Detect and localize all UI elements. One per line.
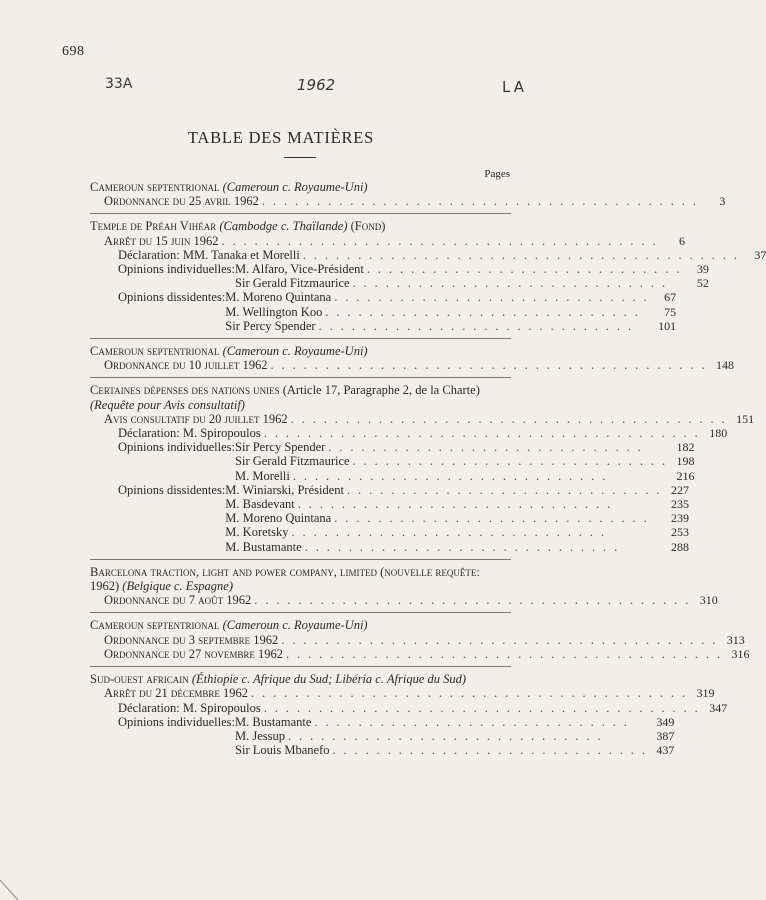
separate-opinions-group	[90, 714, 675, 758]
group-label: Opinions individuelles:	[118, 262, 236, 277]
case-title: Certaines dépenses des nations unies	[90, 383, 280, 398]
toc-entry[interactable]: Ordonnance du 3 septembre 1962 . . . . . . . . . . . . . . . . . . . . . . . . . . . . . . . . . . . . . . . . 313	[104, 632, 745, 647]
group-label: Opinions dissidentes:	[118, 290, 226, 305]
toc-entry[interactable]: Avis consultatif du 20 juillet 1962 . . . . . . . . . . . . . . . . . . . . . . . . . . . . . . . . . . . . . . . . 151	[104, 411, 755, 426]
case-parties: (Éthiopie c. Afrique du Sud; Libéria c. Afrique du Sud)	[191, 672, 467, 687]
toc-entry[interactable]: Ordonnance du 7 août 1962 . . . . . . . . . . . . . . . . . . . . . . . . . . . . . . . . . . . . . . . . 310	[104, 593, 718, 608]
page-ref: 180	[709, 426, 728, 441]
case-subtitle: (Article 17, Paragraphe 2, de la Charte)	[282, 383, 480, 398]
group-label: Opinions individuelles:	[118, 440, 236, 455]
opinion-entry[interactable]: M. Jessup . . . . . . . . . . . . . . . . . . . . . . . . . . . . . 387	[235, 728, 675, 743]
opinion-entry[interactable]: Sir Percy Spender . . . . . . . . . . . . . . . . . . . . . . . . . . . . . 101	[225, 318, 677, 333]
group-label: Opinions individuelles:	[118, 714, 236, 729]
case-title: Cameroun septentrional	[90, 180, 220, 194]
page-ref: 37	[754, 247, 766, 262]
opinion-entry[interactable]: M. Basdevant . . . . . . . . . . . . . . . . . . . . . . . . . . . . . 235	[225, 497, 689, 512]
opinion-entry[interactable]: Sir Gerald Fitzmaurice . . . . . . . . . . . . . . . . . . . . . . . . . . . . . 198	[235, 454, 695, 469]
toc-section	[90, 377, 755, 554]
page-ref: 319	[696, 686, 715, 701]
handwritten-note-middle: 1962	[297, 76, 336, 94]
case-title: Cameroun septentrional	[90, 618, 220, 633]
opinion-entry[interactable]: M. Bustamante . . . . . . . . . . . . . . . . . . . . . . . . . . . . . 288	[225, 539, 689, 554]
case-request: (Requête pour Avis consultatif)	[90, 397, 245, 412]
case-title: Sud-ouest africain	[90, 672, 189, 687]
toc-section	[90, 612, 750, 661]
page-ref: 316	[731, 646, 750, 661]
opinion-entry[interactable]: M. Winiarski, Président . . . . . . . . . . . . . . . . . . . . . . . . . . . . . 227	[225, 482, 689, 497]
toc-section	[90, 666, 728, 758]
opinion-entry[interactable]: M. Alfaro, Vice-Président . . . . . . . . . . . . . . . . . . . . . . . . . . . . . 39	[235, 262, 709, 277]
toc-section	[90, 559, 718, 608]
title-rule	[284, 157, 316, 158]
case-parties: (Cameroun c. Royaume-Uni)	[222, 180, 368, 194]
case-title: Temple de Préah Vihéar	[90, 219, 217, 234]
page-ref: 313	[726, 632, 745, 647]
toc-section	[90, 180, 726, 209]
table-of-contents	[90, 180, 766, 758]
case-parties: (Cameroun c. Royaume-Uni)	[222, 344, 368, 359]
declaration-entry[interactable]: Déclaration: MM. Tanaka et Morelli . . . . . . . . . . . . . . . . . . . . . . . . . . . . . . . . . . . . . . . . 37	[118, 247, 766, 262]
case-parties: (Cambodge c. Thaïlande)	[219, 219, 348, 234]
page-ref: 347	[709, 700, 728, 715]
case-title: Cameroun septentrional	[90, 344, 220, 359]
toc-section	[90, 338, 735, 373]
opinion-entry[interactable]: M. Morelli . . . . . . . . . . . . . . . . . . . . . . . . . . . . . 216	[235, 468, 695, 483]
opinion-entry[interactable]: Sir Percy Spender . . . . . . . . . . . . . . . . . . . . . . . . . . . . . 182	[235, 440, 695, 455]
opinion-entry[interactable]: M. Wellington Koo . . . . . . . . . . . . . . . . . . . . . . . . . . . . . 75	[225, 304, 677, 319]
toc-entry[interactable]: Ordonnance du 27 novembre 1962 . . . . . . . . . . . . . . . . . . . . . . . . . . . . . . . . . . . . . . . . 316	[104, 646, 750, 661]
page-corner-fold	[0, 860, 40, 900]
toc-entry[interactable]: Ordonnance du 25 avril 1962 . . . . . . . . . . . . . . . . . . . . . . . . . . . . . . . . . . . . . . . . 3	[104, 194, 726, 209]
page-ref: 3	[719, 194, 726, 209]
page-number: 698	[62, 44, 85, 59]
handwritten-note-left: 33A	[105, 76, 133, 92]
toc-section	[90, 213, 766, 333]
opinion-entry[interactable]: M. Moreno Quintana . . . . . . . . . . . . . . . . . . . . . . . . . . . . . 67	[225, 290, 677, 305]
page-title: TABLE DES MATIÈRES	[187, 128, 375, 147]
group-label: Opinions dissidentes:	[118, 482, 226, 497]
dissenting-opinions-group	[90, 482, 689, 554]
separate-opinions-group	[90, 262, 709, 291]
handwritten-note-right: LA	[502, 78, 527, 96]
declaration-entry[interactable]: Déclaration: M. Spiropoulos . . . . . . . . . . . . . . . . . . . . . . . . . . . . . . . . . . . . . . . . 180	[118, 426, 728, 441]
case-title: Barcelona traction, light and power company, limited (nouvelle requête: 1962)	[90, 564, 480, 594]
pages-column-label: Pages	[484, 168, 510, 180]
opinion-entry[interactable]: M. Moreno Quintana . . . . . . . . . . . . . . . . . . . . . . . . . . . . . 239	[225, 511, 689, 526]
page-ref: 310	[699, 593, 718, 608]
page-ref: 6	[679, 233, 686, 248]
page-ref: 151	[736, 411, 755, 426]
dissenting-opinions-group	[90, 290, 677, 333]
opinion-entry[interactable]: Sir Gerald Fitzmaurice . . . . . . . . . . . . . . . . . . . . . . . . . . . . . 52	[235, 276, 709, 291]
toc-entry[interactable]: Arrêt du 15 juin 1962 . . . . . . . . . . . . . . . . . . . . . . . . . . . . . . . . . . . . . . . . 6	[104, 233, 686, 248]
case-parties: (Cameroun c. Royaume-Uni)	[222, 618, 368, 633]
toc-entry[interactable]: Arrêt du 21 décembre 1962 . . . . . . . . . . . . . . . . . . . . . . . . . . . . . . . . . . . . . . . . 319	[104, 686, 715, 701]
toc-entry[interactable]: Ordonnance du 10 juillet 1962 . . . . . . . . . . . . . . . . . . . . . . . . . . . . . . . . . . . . . . . . 148	[104, 358, 735, 373]
opinion-entry[interactable]: M. Bustamante . . . . . . . . . . . . . . . . . . . . . . . . . . . . . 349	[235, 714, 675, 729]
opinion-entry[interactable]: Sir Louis Mbanefo . . . . . . . . . . . . . . . . . . . . . . . . . . . . . 437	[235, 743, 675, 758]
page-ref: 148	[716, 358, 735, 373]
declaration-entry[interactable]: Déclaration: M. Spiropoulos . . . . . . . . . . . . . . . . . . . . . . . . . . . . . . . . . . . . . . . . 347	[118, 700, 728, 715]
separate-opinions-group	[90, 440, 695, 483]
case-phase: (Fond)	[350, 219, 386, 234]
case-parties: (Belgique c. Espagne)	[122, 579, 234, 594]
opinion-entry[interactable]: M. Koretsky . . . . . . . . . . . . . . . . . . . . . . . . . . . . . 253	[225, 525, 689, 540]
